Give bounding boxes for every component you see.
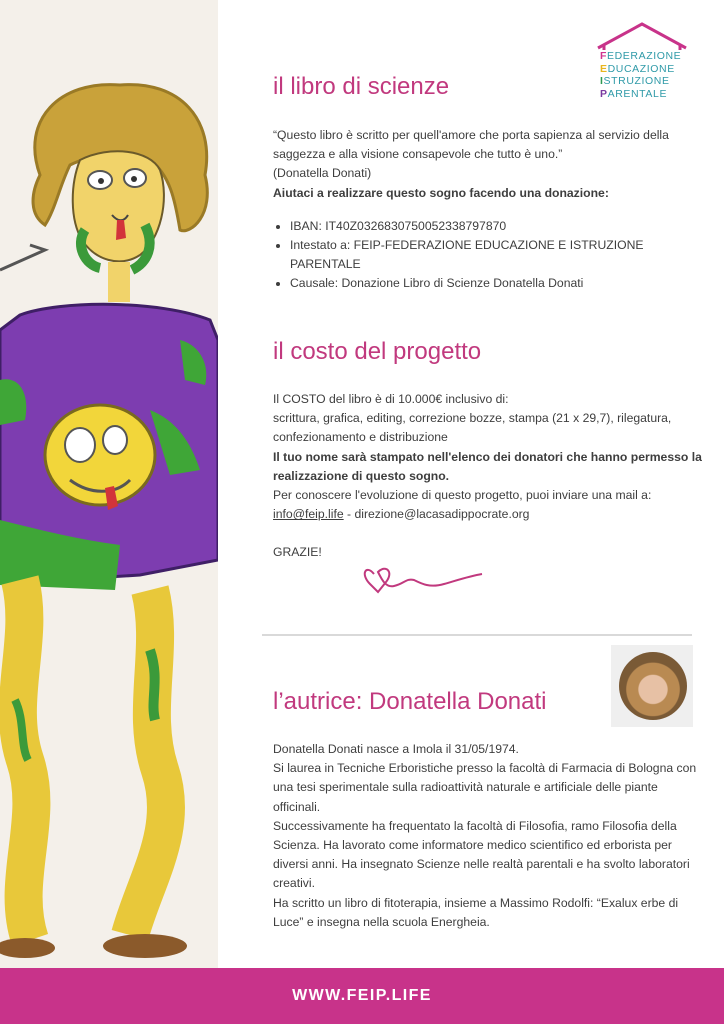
email-separator: - [343, 507, 355, 522]
footer-url[interactable]: WWW.FEIP.LIFE [292, 987, 432, 1004]
feip-logo-text [600, 50, 681, 100]
cost-line: Il COSTO del libro è di 10.000€ inclusivo di: [273, 392, 509, 406]
heart-signature-icon [360, 558, 486, 598]
child-drawing-illustration [0, 0, 218, 968]
section-autrice-body [273, 740, 703, 932]
donation-cta: Aiutaci a realizzare questo sogno facendo una donazione: [273, 185, 609, 200]
cost-items: scrittura, grafica, editing, correzione bozze, stampa (21 x 29,7), rilegatura, confezionamento e distribuzione [273, 411, 672, 445]
drawing-art [0, 0, 218, 968]
email-link-info[interactable]: info@feip.life [273, 507, 344, 522]
footer-website-bar [0, 968, 724, 1024]
logo-line-4: PARENTALE [600, 87, 668, 100]
section-title-costo: il costo del progetto [273, 338, 482, 365]
section-title-libro: il libro di scienze [273, 73, 450, 100]
section-costo-body [273, 390, 703, 563]
author-photo [619, 652, 687, 720]
author-photo-frame [611, 645, 693, 727]
contact-line: Per conoscere l'evoluzione di questo progetto, puoi inviare una mail a: [273, 488, 652, 503]
logo-line-2: EDUCAZIONE [600, 62, 675, 75]
quote-author: (Donatella Donati) [273, 166, 372, 181]
list-item: • IBAN: IT40Z0326830750052338797870 [290, 217, 703, 236]
bio-line: Successivamente ha frequentato la facoltà di Filosofia, ramo Filosofia della Scienza. Ha lavorato come informatore medico scientifico ed erborista per diversi anni. Ha insegnato Scienze nelle realtà parentali e ha svolto laboratori creativi. [273, 818, 690, 891]
book-quote: “Questo libro è scritto per quell'amore che porta sapienza al servizio della saggezza e alla visione consapevole che tutto è uno.” [273, 128, 669, 162]
bank-details-list [273, 217, 703, 294]
bio-line: Ha scritto un libro di fitoterapia, insieme a Massimo Rodolfi: “Exalux erbe di Luce” e insegna nella scuola Energheia. [273, 895, 679, 929]
contact-emails [273, 505, 703, 524]
thanks-text: GRAZIE! [273, 545, 322, 560]
section-libro-body [273, 126, 703, 294]
section-divider [262, 634, 692, 636]
bio-line: Si laurea in Tecniche Erboristiche presso la facoltà di Farmacia di Bologna con una tesi sperimentale sulla radioattività naturale e artificiale delle piante officinali. [273, 761, 697, 814]
list-item: • Causale: Donazione Libro di Scienze Donatella Donati [290, 274, 703, 293]
logo-line-1: FEDERAZIONE [600, 50, 682, 62]
logo-line-3: ISTRUZIONE [600, 75, 670, 88]
list-item: • Intestato a: FEIP-FEDERAZIONE EDUCAZIONE E ISTRUZIONE PARENTALE [290, 236, 703, 274]
bio-line: Donatella Donati nasce a Imola il 31/05/1974. [273, 742, 519, 756]
section-title-autrice: l’autrice: Donatella Donati [273, 688, 547, 715]
email-direzione: direzione@lacasadippocrate.org [354, 507, 530, 522]
donors-note: Il tuo nome sarà stampato nell'elenco dei donatori che hanno permesso la realizzazione di questo sogno. [273, 449, 702, 483]
